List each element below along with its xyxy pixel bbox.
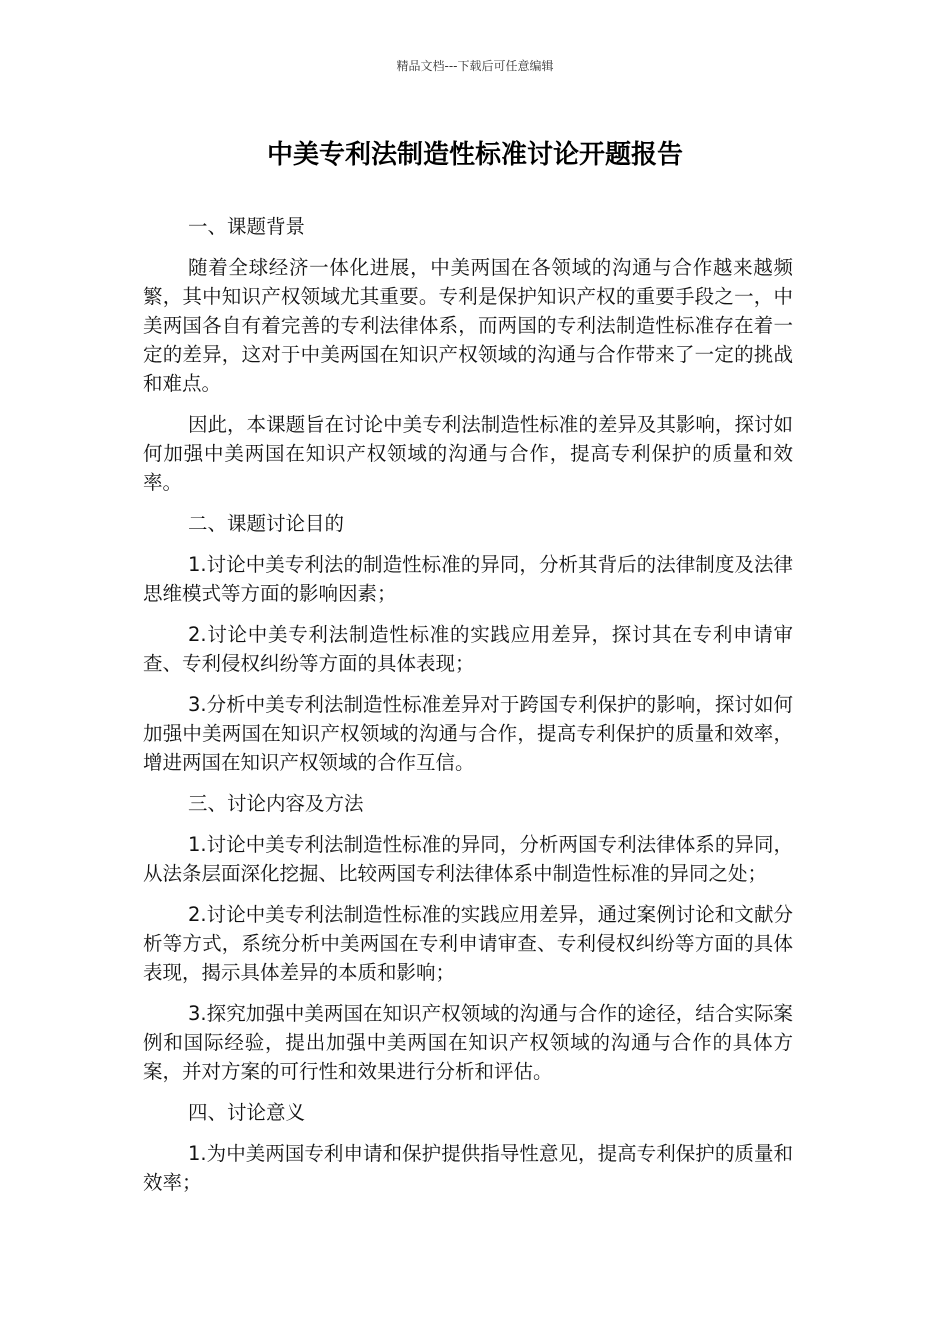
paragraph-content-3: 3.探究加强中美两国在知识产权领域的沟通与合作的途径，结合实际案例和国际经验，提出加强中美两国在知识产权领域的沟通与合作的具体方案，并对方案的可行性和效果进行分析和评估。 [143,1002,793,1083]
document-body [143,212,793,1209]
section-heading-purpose: 二、课题讨论目的 [188,512,345,535]
section-heading-background: 一、课题背景 [188,215,306,238]
paragraph-background-2: 因此，本课题旨在讨论中美专利法制造性标准的差异及其影响，探讨如何加强中美两国在知识产权领域的沟通与合作，提高专利保护的质量和效率。 [143,413,793,494]
paragraph-purpose-2: 2.讨论中美专利法制造性标准的实践应用差异，探讨其在专利申请审查、专利侵权纠纷等方面的具体表现； [143,623,793,675]
document-title: 中美专利法制造性标准讨论开题报告 [266,140,683,170]
section-heading-significance: 四、讨论意义 [188,1101,306,1124]
paragraph-significance-1: 1.为中美两国专利申请和保护提供指导性意见，提高专利保护的质量和效率； [143,1142,793,1194]
paragraph-purpose-1: 1.讨论中美专利法的制造性标准的异同，分析其背后的法律制度及法律思维模式等方面的影响因素； [143,553,793,605]
paragraph-content-1: 1.讨论中美专利法制造性标准的异同，分析两国专利法律体系的异同，从法条层面深化挖掘、比较两国专利法律体系中制造性标准的异同之处； [143,833,793,885]
header-watermark: 精品文档---下载后可任意编辑 [396,59,554,73]
paragraph-content-2: 2.讨论中美专利法制造性标准的实践应用差异，通过案例讨论和文献分析等方式，系统分析中美两国在专利申请审查、专利侵权纠纷等方面的具体表现，揭示具体差异的本质和影响； [143,903,793,984]
paragraph-purpose-3: 3.分析中美专利法制造性标准差异对于跨国专利保护的影响，探讨如何加强中美两国在知识产权领域的沟通与合作，提高专利保护的质量和效率，增进两国在知识产权领域的合作互信。 [143,693,793,774]
section-heading-content-methods: 三、讨论内容及方法 [188,792,364,815]
paragraph-background-1: 随着全球经济一体化进展，中美两国在各领域的沟通与合作越来越频繁，其中知识产权领域尤其重要。专利是保护知识产权的重要手段之一，中美两国各自有着完善的专利法律体系，而两国的专利法制造性标准存在着一定的差异，这对于中美两国在知识产权领域的沟通与合作带来了一定的挑战和难点。 [143,256,793,395]
